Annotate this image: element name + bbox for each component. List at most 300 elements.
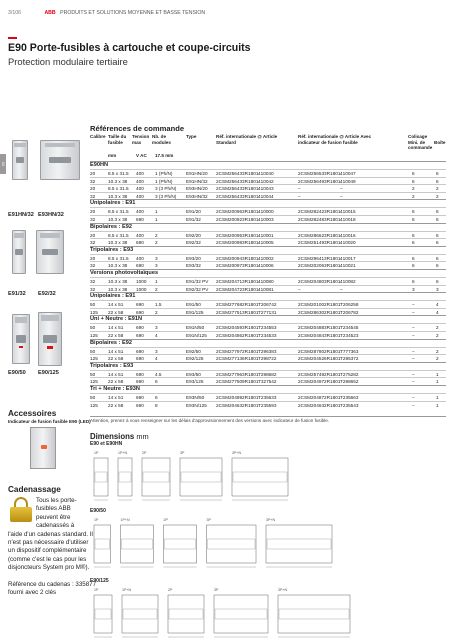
table-cell: 50 [90,302,96,308]
table-cell: 2CSM201002R1801 [298,302,341,308]
table-cell: 2CSM204883R1801 [298,325,341,331]
device-outline [232,451,288,500]
table-row [90,308,446,316]
table-cell: T235633 [258,395,277,400]
accessories-subtitle: Indicateur de fusion fusible E90 (LED) [8,419,91,424]
table-cell: 22 x 58 [108,333,124,338]
col-boite: Boîte [434,139,446,145]
table-cell: 2CSM204723R1801 [216,286,259,292]
device-outline [180,451,222,500]
table-cell: 4 [155,333,158,338]
device-label: 3P [214,588,219,592]
table-cell: 410049 [340,178,356,184]
col-tension: Tension max [132,134,150,145]
table-cell: 2CSM200973R1801 [216,263,259,269]
col-mini-commande: Mini. de commande [408,139,433,151]
table-cell: 690 [136,263,144,269]
table-cell: 2 [436,325,439,331]
table-cell: 8.5 x 31.5 [108,209,129,215]
table-cell: 410003 [258,217,274,222]
table-cell: T298652 [340,379,359,385]
table-cell: – [340,186,343,192]
table-cell: 6 [436,232,439,238]
table-cell: 2CSM256533R1801 [298,171,341,176]
table-cell: 3 [155,255,158,261]
table-cell: 10.3 x 38 [108,263,128,269]
table-cell: 690 [136,302,144,308]
table-section-title: Tripolaires : E93 [90,246,446,254]
device-outline [214,588,268,637]
dimension-drawing-e90-50 [90,515,446,571]
table-cell: 410043 [258,186,274,192]
table-cell: E91/32 [186,217,201,222]
table-cell: 1 [155,279,158,284]
table-row [90,254,446,262]
table-cell: T277131 [258,309,277,315]
table-cell: 20 [90,171,96,176]
device-outline [278,588,350,637]
page-number: 3/106 [8,10,21,16]
col-taille: Taille du fusible [108,134,127,145]
dimension-svg [90,448,446,504]
table-cell: 2CSM200953R1801 [216,232,259,238]
table-row [90,323,446,331]
dimension-svg [90,515,446,571]
product-image-e92 [36,230,64,274]
table-cell: 3 [155,348,158,354]
table-cell: E93HN/32 [186,193,208,199]
table-cell: 2CSM204972R1801 [298,379,341,385]
table-cell: 32 [90,263,96,269]
table-cell: E91HN/32 [186,178,208,184]
table-cell: T234553 [258,325,277,331]
table-cell: T235543 [340,402,359,408]
table-cell: 690 [136,348,144,354]
table-cell: – [412,379,415,385]
table-section-title: Uni + Neutre : E91N [90,315,446,323]
table-cell: 125 [90,379,98,385]
table-cell: 690 [136,333,144,338]
table-row [90,215,446,223]
table-cell: E92/32 PV [186,286,209,292]
cadenassage-line: cadenassés à [36,522,75,530]
unit-calibre: mm [108,153,117,158]
page-header [8,10,205,16]
product-label: E92/32 [38,291,56,297]
table-cell: 6 [412,240,415,246]
table-cell: 690 [136,379,144,385]
table-cell: 2 [436,193,439,199]
col-calibre: Calibre [90,134,106,139]
table-section-title: Bipolaires : E92 [90,339,446,347]
table-cell: 690 [136,240,144,246]
device-outline [164,518,197,567]
table-row [90,354,446,362]
table-cell: 2CSM277136R1801 [216,356,259,362]
table-cell: 410000 [258,209,274,215]
device-outline [118,451,132,500]
table-cell: 8.5 x 31.5 [108,186,129,192]
table-cell: 125 [90,333,98,338]
table-cell: 2CSM282483R1801 [298,217,341,222]
table-cell: 1 [436,395,439,400]
table-cell: 1 [155,209,158,215]
table-cell: E93N/125 [186,402,207,408]
padlock-icon [10,497,32,523]
table-cell: 2 [436,186,439,192]
table-row [90,261,446,269]
table-section-title: E90HN [90,161,446,169]
table-cell: E91/50 [186,302,201,308]
device-outline [94,451,108,500]
table-cell: 410016 [340,232,356,238]
dimension-svg [90,585,446,640]
table-cell: 2CSM202063R1801 [298,263,341,269]
table-cell: – [298,286,301,292]
header-section: PRODUITS ET SOLUTIONS MOYENNE ET BASSE TENSION [60,10,206,16]
table-cell: 1 [155,217,158,222]
product-image-e91hn [12,140,28,180]
table-cell: 2 [436,356,439,362]
dimensions-title-text: Dimensions [90,432,135,441]
table-cell: 2 [155,309,158,315]
table-cell: E91N/50 [186,325,205,331]
title-accent-bar [8,37,17,39]
table-cell: 3 [412,286,415,292]
table-cell: T295372 [340,356,359,362]
table-cell: E93N/50 [186,395,205,400]
table-cell: 2CSM200963R1801 [216,209,259,215]
table-cell: 50 [90,395,96,400]
table-cell: 410042 [258,178,274,184]
table-cell: 1 [436,371,439,377]
device-label: 1P [94,451,99,455]
table-row [90,192,446,200]
table-cell: 2CSM256433R1801 [216,193,259,199]
table-cell: 10.3 x 38 [108,240,128,246]
table-row [90,347,446,355]
device-label: 1P+N [118,451,128,455]
table-cell: 410080 [258,279,274,284]
table-cell: 8.5 x 31.5 [108,255,129,261]
table-cell: 410015 [340,209,356,215]
table-cell: 2CSM256493R1801 [298,178,341,184]
table-cell: 2 [155,286,158,292]
table-cell: – [412,325,415,331]
table-cell: 32 [90,178,96,184]
device-outline [94,518,111,567]
table-section-title: Tripolaires : E93 [90,362,446,370]
table-cell: 1 (Ph/N) [155,171,173,176]
table-cell: 3 (3 Ph/N) [155,193,177,199]
table-cell: 14 x 51 [108,325,124,331]
table-cell: 2CSM256433R1801 [216,178,259,184]
cadenassage-line: l'aide d'un cadenas standard. Il [8,530,93,538]
table-cell: 400 [136,255,144,261]
table-cell: E93/32 [186,263,201,269]
table-cell: 4 [155,356,158,362]
product-images [8,128,88,398]
device-outline [122,588,158,637]
device-label: 3P [206,518,211,522]
table-cell: 410006 [258,263,274,269]
table-cell: 14 x 51 [108,371,124,377]
cadenassage-line: disjoncteurs System pro M®). [8,564,90,572]
table-cell: E91/125 [186,309,204,315]
table-cell: 410044 [258,193,274,199]
table-cell: – [412,395,415,400]
table-cell: 2 [436,348,439,354]
table-cell: 20 [90,255,96,261]
table-cell: 400 [136,232,144,238]
table-cell: T206258 [340,302,359,308]
cadenassage-line: fusibles ABB [36,505,71,513]
device-outline [142,451,170,500]
col-type: Type [186,134,197,139]
table-cell: – [412,309,415,315]
table-cell: 690 [136,371,144,377]
table-cell: T327542 [258,379,277,385]
table-cell: T235663 [340,395,359,400]
table-cell: 6 [155,379,158,385]
table-cell: 2CSM256433R1801 [216,186,259,192]
table-row [90,207,446,215]
device-label: 3P+N [232,451,242,455]
table-cell: 2CSM204713R1801 [216,279,259,284]
table-cell: T275282 [340,371,359,377]
table-cell: T296383 [258,348,277,354]
table-row [90,377,446,385]
dimensions-unit: mm [136,432,149,441]
table-cell: 2CSM286623R1801 [298,232,341,238]
table-cell: 8 [155,402,158,408]
product-label: E90/50 [8,370,26,376]
product-image-e90-125 [38,312,62,366]
table-cell: 8.5 x 31.5 [108,171,129,176]
table-cell: 3 [155,325,158,331]
table-row [90,370,446,378]
table-cell: 32 [90,217,96,222]
table-cell: 2CSM251493R1801 [298,240,341,246]
dimensions-title [90,432,149,441]
table-row [90,238,446,246]
col-colisage: Colisage [408,134,428,139]
table-cell: 2CSM282423R1801 [298,209,341,215]
table-cell: 32 [90,286,96,292]
table-cell: 32 [90,279,96,284]
table-cell: 2CSM200983R1801 [216,240,259,246]
table-section-title: Unipolaires : E91 [90,199,446,207]
table-cell: 1 [436,402,439,408]
table-cell: 10.3 x 38 [108,217,128,222]
table-cell: T206782 [340,309,359,315]
table-cell: 6 [412,178,415,184]
table-cell: 6 [412,279,415,284]
dimensions-sub-e90: E90 et E90HN [90,441,123,447]
table-cell: 2CSM204843R1801 [298,333,341,338]
table-cell: 410040 [258,171,274,176]
table-cell: 1.5 [155,302,162,308]
table-cell: 4 [436,302,439,308]
table-cell: 3 (3 Ph/N) [155,186,177,192]
table-section-title: Bipolaires : E92 [90,223,446,231]
table-cell: 410047 [340,171,356,176]
table-cell: 4.5 [155,371,162,377]
table-cell: 50 [90,348,96,354]
device-label: 2P [163,518,168,522]
table-cell: 6 [412,171,415,176]
table-cell: 2CSM200923R1801 [216,217,259,222]
table-cell: 2CSM277513R1801 [216,309,259,315]
dimension-drawing-e90-125 [90,585,446,640]
table-cell: 400 [136,193,144,199]
table-cell: 125 [90,356,98,362]
table-cell: 410017 [340,255,356,261]
unit-tension: V AC [136,153,147,158]
table-cell: 410005 [258,240,274,246]
table-cell: 2 [436,333,439,338]
device-label: 1P [94,588,99,592]
table-cell: 2CSM204892R1801 [216,395,259,400]
table-cell: 690 [136,402,144,408]
table-cell: 410018 [340,217,356,222]
table-cell: E93/50 [186,371,201,377]
table-cell: E92/20 [186,232,201,238]
table-cell: 2CSM296413R1801 [298,255,341,261]
table-cell: E93/125 [186,379,204,385]
table-note: Attention, prenez à vous renseigner sur les délais d'approvisionnement des versions avec indicateur de fusion fusible. [90,416,446,423]
table-cell: – [412,371,415,377]
col-ref-indicator: Réf. internationale @ Article Avec indicateur de fusion fusible [298,134,372,145]
device-outline [266,518,332,567]
table-cell: 410001 [258,232,274,238]
table-cell: 2CSM204803R1801 [298,279,341,284]
table-row [90,177,446,185]
device-label: 3P+N [278,588,288,592]
table-cell: 6 [155,395,158,400]
device-label: 3P [180,451,185,455]
dimensions-sub-e90-125: E90/125 [90,578,109,584]
led-indicator-image [30,427,56,469]
table-cell: 22 x 58 [108,309,124,315]
table-cell: 400 [136,209,144,215]
table-cell: E92/32 [186,240,201,246]
table-cell: 22 x 58 [108,402,124,408]
table-cell: 6 [436,279,439,284]
table-row [90,401,446,409]
table-cell: 6 [436,240,439,246]
table-cell: 690 [136,356,144,362]
table-cell: 1 (Ph/N) [155,178,173,184]
table-cell: 2 [155,232,158,238]
device-label: 2P [168,588,173,592]
cadenassage-line: Référence du cadenas : 335877 [8,581,97,588]
cadenassage-line: un dispositif complémentaire [8,547,87,555]
table-cell: 410002 [258,255,274,261]
table-cell: T234523 [340,333,359,338]
table-cell: 2CSM277509R1801 [216,379,259,385]
product-label: E91HN/32 [8,212,34,218]
cadenassage-line: peuvent être [36,513,71,521]
table-cell: – [298,193,301,199]
table-section-title: Tri + Neutre : E93N [90,385,446,393]
product-label: E90/125 [38,370,59,376]
table-cell: E91/20 [186,209,201,215]
col-ref-standard: Réf. internationale @ Article Standard [216,134,278,145]
table-cell: T234533 [258,333,277,338]
table-cell: 6 [412,217,415,222]
table-cell: 20 [90,209,96,215]
table-cell: 2CSM287802R1801 [298,348,341,354]
table-cell: 1 [436,379,439,385]
table-cell: 22 x 58 [108,379,124,385]
table-cell: 10.3 x 38 [108,178,128,184]
device-outline [207,518,257,567]
table-cell: 690 [136,395,144,400]
table-cell: – [340,286,343,292]
chapter-tab: 03 [0,154,6,174]
table-cell: 6 [436,255,439,261]
dimension-drawing-e90 [90,448,446,504]
table-cell: 410021 [340,263,356,269]
device-outline [121,518,154,567]
device-label: 1P+N [122,588,132,592]
table-cell: T777363 [340,348,359,354]
product-image-e93hn [40,140,80,180]
table-cell: T206742 [258,302,277,308]
table-cell: – [412,402,415,408]
table-row [90,169,446,177]
table-cell: 6 [412,263,415,269]
cadenassage-line: Tous les porte- [36,497,77,504]
table-cell: 400 [136,178,144,184]
table-cell: 6 [412,232,415,238]
table-cell: 690 [136,217,144,222]
table-cell: 3 [155,263,158,269]
order-references-title: Références de commande [90,124,185,133]
table-cell: 410081 [258,286,274,292]
table-cell: 2CSM204593R1801 [216,325,259,331]
table-cell: E91N/125 [186,333,207,338]
product-label: E93HN/32 [38,212,64,218]
table-cell: E93/20 [186,255,201,261]
cadenassage-line: n'est pas nécessaire d'utiliser [8,539,89,546]
table-cell: 2CSM204632R1801 [216,402,259,408]
table-cell: 2CSM204632R1801 [298,402,341,408]
table-cell: 2CSM286302R1801 [298,309,341,315]
table-row [90,277,446,285]
table-cell: 6 [436,171,439,176]
table-cell: 410020 [340,240,356,246]
product-label: E91/32 [8,291,26,297]
table-cell: E91HN/20 [186,171,208,176]
table-cell: 690 [136,325,144,331]
device-outline [168,588,204,637]
table-cell: 8.5 x 31.5 [108,232,129,238]
accessories-title: Accessoires [8,409,57,418]
table-cell: T235593 [258,402,277,408]
table-cell: 2 [155,240,158,246]
table-cell: – [340,193,343,199]
table-cell: 4 [436,309,439,315]
device-label: 1P+N [120,518,130,522]
table-cell: E93HN/20 [186,186,208,192]
device-label: 2P [142,451,147,455]
table-cell: – [412,348,415,354]
page-subtitle: Protection modulaire tertiaire [8,56,128,67]
table-row [90,393,446,401]
cadenassage-title: Cadenassage [8,485,61,494]
